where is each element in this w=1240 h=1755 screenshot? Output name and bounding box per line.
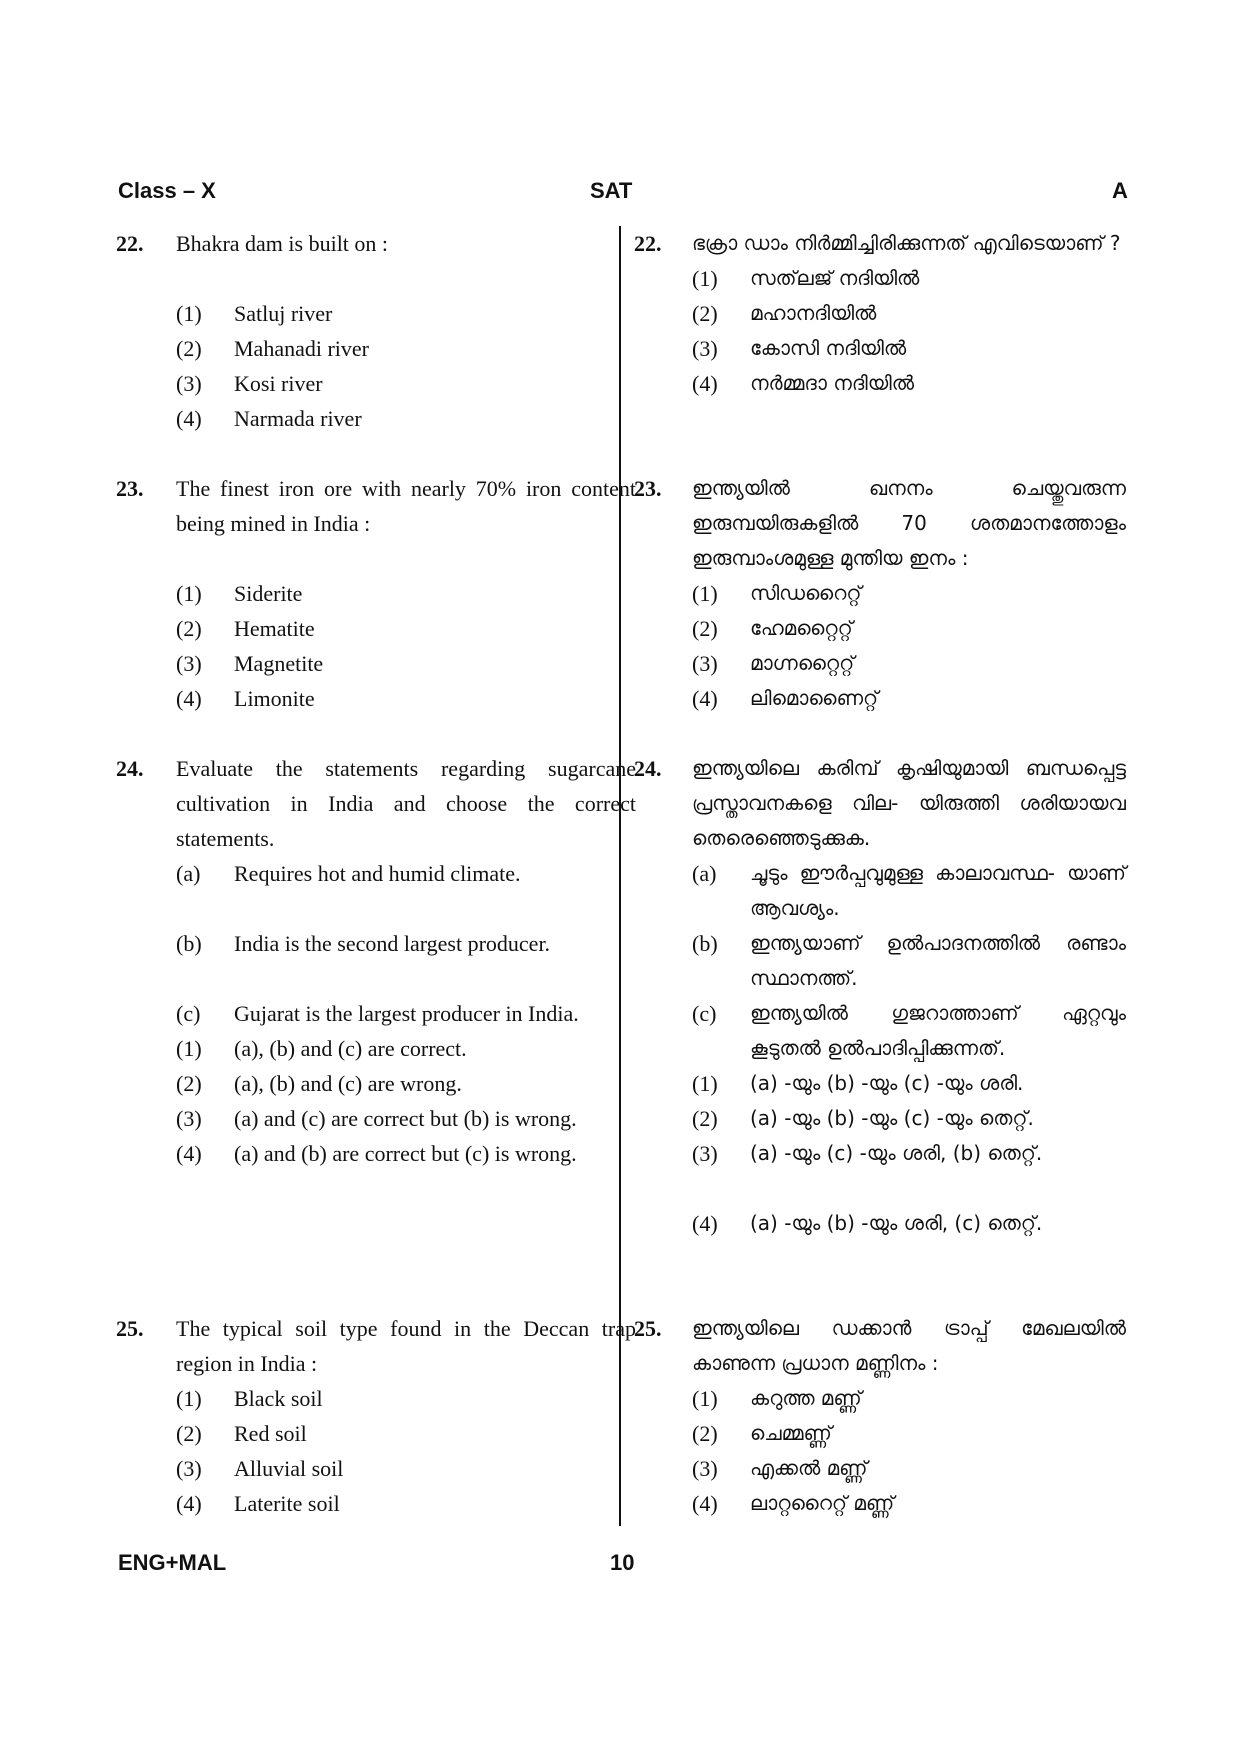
question-number: 25. [634,1316,662,1341]
question-number: 22. [116,231,144,256]
statement: (c) ഇന്ത്യയിൽ ഗുജറാത്താണ് ഏറ്റവും കൂടുതൽ ഉൽപാദിപ്പിക്കുന്നത്. [692,1001,1126,1060]
question-23-en [116,471,636,716]
option: (2) Mahanadi river [176,336,369,361]
option: (3) Magnetite [176,651,324,676]
question-text: The typical soil type found in the Deccan trap region in India : [176,1316,636,1376]
statement: (b) ഇന്ത്യയാണ് ഉൽപാദനത്തിൽ രണ്ടാം സ്ഥാനത്ത്. [692,931,1126,990]
question-number: 24. [634,756,662,781]
option: (3) മാഗ്നറ്റൈറ്റ് [692,651,855,676]
question-text: ഇന്ത്യയിലെ ഡക്കാൻ ട്രാപ്പ് മേഖലയിൽ കാണുന്ന പ്രധാന മണ്ണിനം : [692,1316,1126,1375]
option: (4) Laterite soil [176,1491,340,1516]
question-25-ml [634,1311,1126,1521]
question-25-en [116,1311,636,1521]
option: (3) (a) and (c) are correct but (b) is wrong. [176,1106,577,1131]
question-number: 23. [116,476,144,501]
option: (4) (a) and (b) are correct but (c) is wrong. [176,1141,577,1166]
question-number: 24. [116,756,144,781]
question-number: 23. [634,476,662,501]
option: (4) Limonite [176,686,315,711]
option: (2) Hematite [176,616,315,641]
option: (3) കോസി നദിയിൽ [692,336,907,361]
statement: (a) Requires hot and humid climate. [176,861,521,886]
option: (1) Black soil [176,1386,323,1411]
option: (2) (a) -യും (b) -യും (c) -യും തെറ്റ്. [692,1106,1034,1131]
question-text: Bhakra dam is built on : [176,231,389,256]
question-22-ml [634,226,1126,401]
question-text: ഇന്ത്യയിലെ കരിമ്പ് കൃഷിയുമായി ബന്ധപ്പെട്ട പ്രസ്താവനകളെ വില- യിരുത്തി ശരിയായവ തെരെഞ്ഞെടുക്കുക. [692,756,1126,850]
option: (1) സത്‌ലജ് നദിയിൽ [692,266,920,291]
statement: (c) Gujarat is the largest producer in India. [176,1001,579,1026]
question-22-en [116,226,636,436]
option: (4) (a) -യും (b) -യും ശരി, (c) തെറ്റ്. [692,1211,1043,1236]
option: (1) (a) -യും (b) -യും (c) -യും ശരി. [692,1071,1024,1096]
question-text: Evaluate the statements regarding sugarcane cultivation in India and choose the correct statements. [176,756,636,851]
option: (4) ലാറ്ററൈറ്റ് മണ്ണ് [692,1491,895,1516]
option: (1) Satluj river [176,301,333,326]
question-number: 25. [116,1316,144,1341]
statement: (b) India is the second largest producer. [176,931,551,956]
option: (2) ഹേമറ്റൈറ്റ് [692,616,853,641]
option: (3) (a) -യും (c) -യും ശരി, (b) തെറ്റ്. [692,1141,1043,1166]
statement: (a) ചൂടും ഈർപ്പവുമുള്ള കാലാവസ്ഥ- യാണ് ആവശ്യം. [692,861,1126,920]
option: (1) (a), (b) and (c) are correct. [176,1036,467,1061]
option: (3) Kosi river [176,371,323,396]
question-23-ml [634,471,1126,716]
question-24-en [116,751,636,1171]
option: (4) നർമ്മദാ നദിയിൽ [692,371,914,396]
option: (2) മഹാനദിയിൽ [692,301,877,326]
option: (3) Alluvial soil [176,1456,344,1481]
footer-language: ENG+MAL [118,1550,227,1575]
option: (3) എക്കൽ മണ്ണ് [692,1456,868,1481]
option: (1) Siderite [176,581,303,606]
question-text: ഭക്രാ ഡാം നിർമ്മിച്ചിരിക്കുന്നത് എവിടെയാണ് ? [692,231,1121,255]
option: (2) (a), (b) and (c) are wrong. [176,1071,462,1096]
header-exam: SAT [590,178,633,203]
option: (4) Narmada river [176,406,362,431]
header-class: Class – X [118,178,216,203]
question-text: The finest iron ore with nearly 70% iron content being mined in India : [176,476,636,536]
question-text: ഇന്ത്യയിൽ ഖനനം ചെയ്തുവരുന്ന ഇരുമ്പയിരുകളിൽ 70 ശതമാനത്തോളം ഇരുമ്പാംശമുള്ള മുന്തിയ ഇനം : [692,476,1126,570]
page-number: 10 [610,1550,635,1575]
option: (1) കറുത്ത മണ്ണ് [692,1386,862,1411]
question-24-ml [634,751,1126,1241]
question-number: 22. [634,231,662,256]
option: (2) ചെമ്മണ്ണ് [692,1421,832,1446]
option: (2) Red soil [176,1421,307,1446]
option: (1) സിഡറൈറ്റ് [692,581,862,606]
header-series: A [1112,178,1128,203]
option: (4) ലിമൊണൈറ്റ് [692,686,879,711]
